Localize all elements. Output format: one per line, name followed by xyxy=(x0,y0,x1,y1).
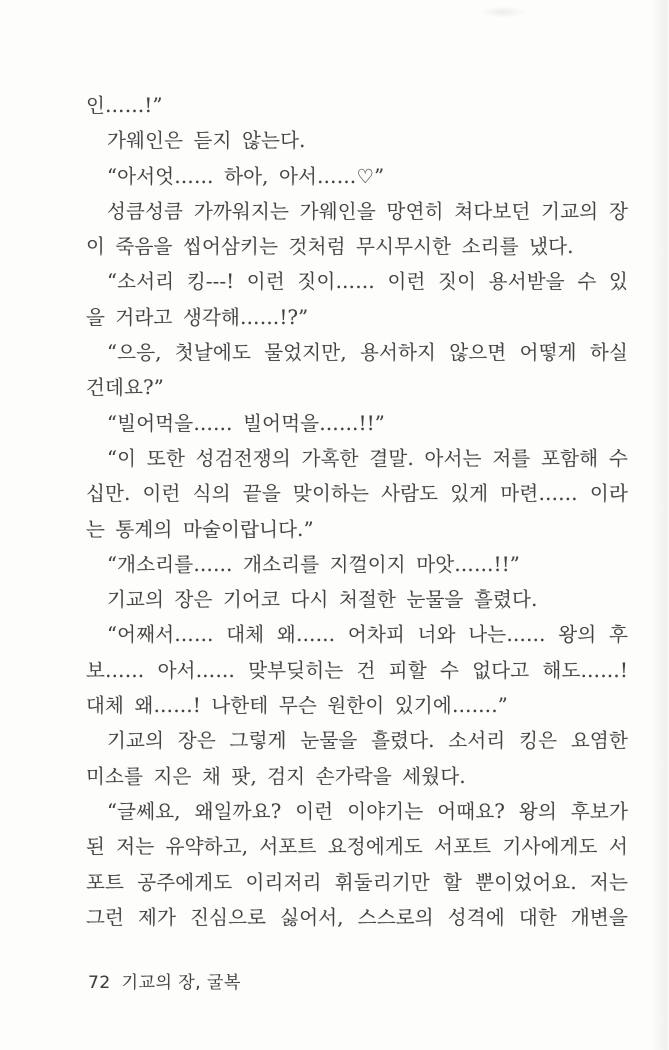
text-line: “으응, 첫날에도 물었지만, 용서하지 않으면 어떻게 하실 xyxy=(107,341,628,365)
text-line: 십만. 이런 식의 끝을 맞이하는 사람도 있게 마련…… 이라 xyxy=(86,482,628,506)
text-line: 가웨인은 듣지 않는다. xyxy=(107,129,306,153)
text-line: 기교의 장은 기어코 다시 처절한 눈물을 흘렸다. xyxy=(107,588,538,612)
body-text xyxy=(86,88,628,935)
text-line: 는 통계의 마술이랍니다.” xyxy=(86,517,314,541)
text-line: “아서엇…… 하아, 아서……♡” xyxy=(107,164,385,188)
text-line: 대체 왜……! 나한테 무슨 원한이 있기에…….” xyxy=(86,694,508,718)
text-line: “소서리 킹---! 이런 짓이…… 이런 짓이 용서받을 수 있 xyxy=(107,270,628,294)
text-line: 을 거라고 생각해……!?” xyxy=(86,305,309,329)
text-line: “개소리를…… 개소리를 지껄이지 마앗……!!” xyxy=(107,552,520,576)
page-number: 72 xyxy=(88,973,111,993)
text-line: “이 또한 성검전쟁의 가혹한 결말. 아서는 저를 포함해 수 xyxy=(107,446,628,470)
scan-smudge xyxy=(480,6,526,18)
text-line: 건데요?” xyxy=(86,376,164,400)
page-footer xyxy=(88,971,241,995)
page-edge-shadow xyxy=(651,0,669,1050)
chapter-title: 기교의 장, 굴복 xyxy=(121,973,241,993)
text-line: 성큼성큼 가까워지는 가웨인을 망연히 쳐다보던 기교의 장 xyxy=(107,199,628,223)
text-line: “글쎄요, 왜일까요? 이런 이야기는 어때요? 왕의 후보가 xyxy=(107,799,628,823)
text-line: “빌어먹을…… 빌어먹을……!!” xyxy=(107,411,385,435)
text-line: 미소를 지은 채 팟, 검지 손가락을 세웠다. xyxy=(86,764,466,788)
text-line: 인……!” xyxy=(86,94,163,117)
text-line: “어째서…… 대체 왜…… 어차피 너와 나는…… 왕의 후 xyxy=(107,623,628,647)
text-line: 기교의 장은 그렇게 눈물을 흘렸다. 소서리 킹은 요염한 xyxy=(107,729,628,753)
text-line: 그런 제가 진심으로 싫어서, 스스로의 성격에 대한 개변을 xyxy=(86,905,628,929)
text-line: 된 저는 유약하고, 서포트 요정에게도 서포트 기사에게도 서 xyxy=(86,835,628,859)
text-line: 보…… 아서…… 맞부딪히는 건 피할 수 없다고 해도……! xyxy=(86,658,628,682)
text-line: 이 죽음을 씹어삼키는 것처럼 무시무시한 소리를 냈다. xyxy=(86,235,574,259)
text-line: 포트 공주에게도 이리저리 휘둘리기만 할 뿐이었어요. 저는 xyxy=(86,870,628,894)
